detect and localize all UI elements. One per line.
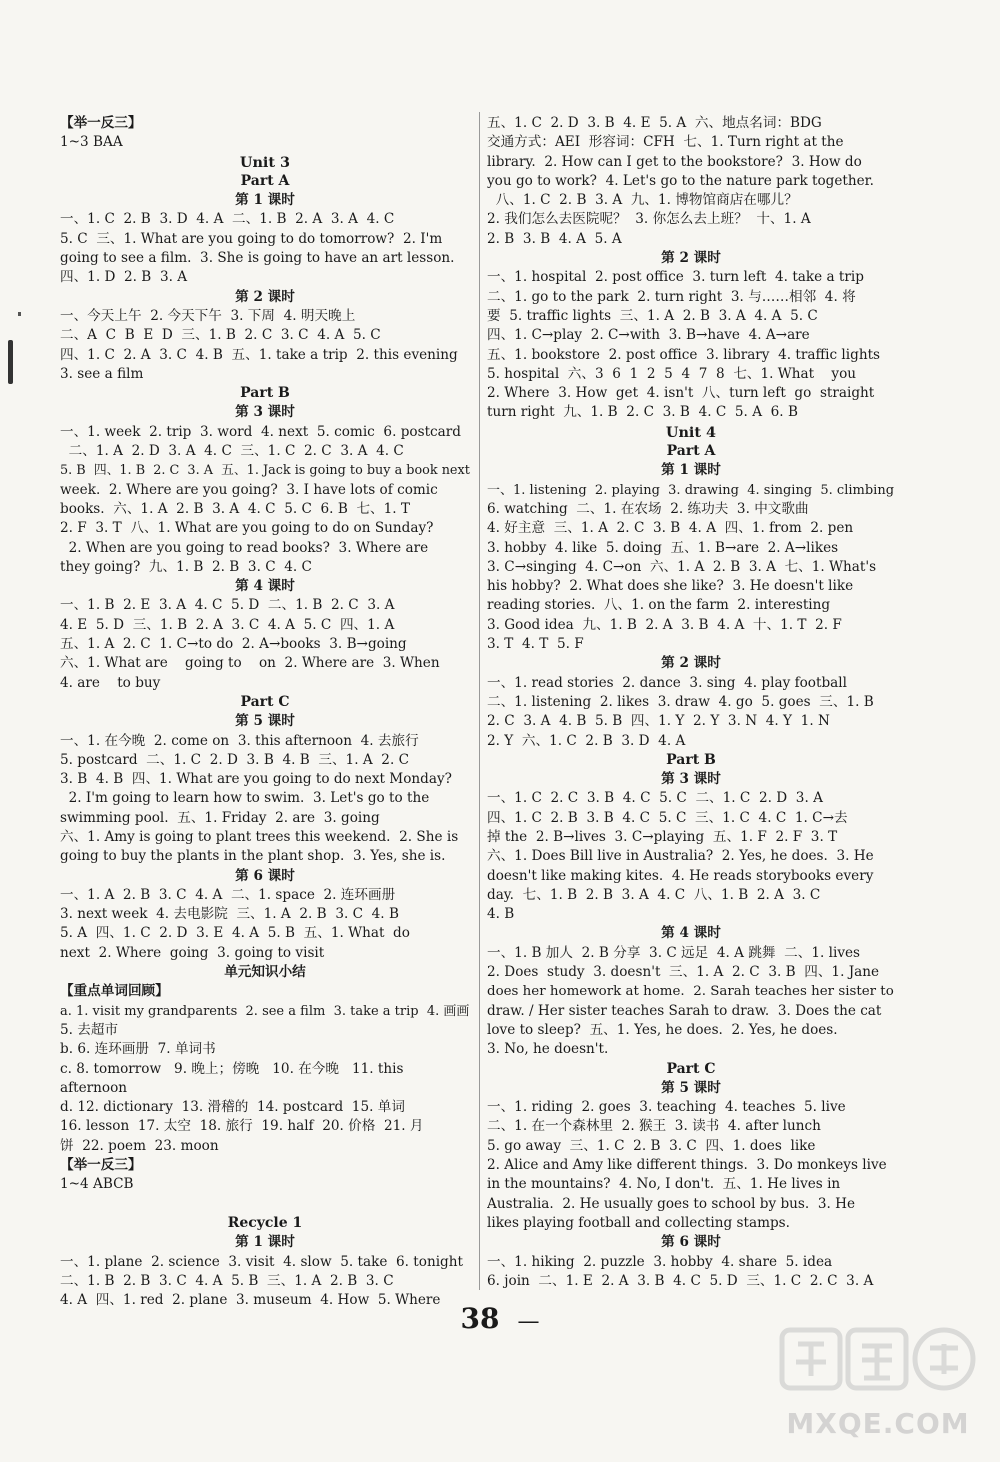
right-line: likes playing football and collecting stamps. <box>487 1214 790 1231</box>
right-heading: Part C <box>666 1060 716 1077</box>
right-heading: 第 3 课时 <box>661 771 721 788</box>
right-heading: 第 5 课时 <box>661 1079 721 1096</box>
scan-mark <box>18 312 21 316</box>
left-heading: 第 1 课时 <box>235 192 295 209</box>
right-line: 3. Good idea 九、1. B 2. A 3. B 4. A 十、1. T 2. F <box>487 616 842 633</box>
left-line: 1~4 ABCB <box>60 1176 134 1193</box>
right-line: 五、1. bookstore 2. post office 3. library 4. traffic lights <box>487 346 881 363</box>
right-heading: 第 6 课时 <box>661 1234 721 1251</box>
right-line: 八、1. C 2. B 3. A 九、1. 博物馆商店在哪儿？ <box>487 192 798 209</box>
left-line: they going? 九、1. B 2. B 3. C 4. C <box>60 558 312 575</box>
left-line: 一、1. B 2. E 3. A 4. C 5. D 二、1. B 2. C 3. A <box>60 597 395 614</box>
right-line: 3. No, he doesn't. <box>487 1041 609 1058</box>
right-line: does her homework at home. 2. Sarah teaches her sister to <box>487 984 894 1000</box>
right-line: reading stories. 八、1. on the farm 2. interesting <box>487 597 831 614</box>
left-line: afternoon <box>60 1079 128 1096</box>
right-line: 四、1. C→play 2. C→with 3. B→have 4. A→are <box>487 327 810 344</box>
right-line: 一、1. hospital 2. post office 3. turn left 4. take a trip <box>487 269 864 286</box>
left-line: week. 2. Where are you going? 3. I have lots of comic <box>60 481 438 498</box>
left-line: 二、A C B E D 三、1. B 2. C 3. C 4. A 5. C <box>60 327 381 344</box>
right-line: you go to work? 4. Let's go to the nature park together. <box>487 172 875 189</box>
right-line: 一、1. B 加人 2. B 分享 3. C 远足 4. A 跳舞 二、1. lives <box>487 944 861 961</box>
right-line: library. 2. How can I get to the bookstore? 3. How do <box>487 153 862 170</box>
right-line: 交通方式：AEI 形容词：CFH 七、1. Turn right at the <box>487 134 844 151</box>
right-line: 四、1. C 2. B 3. B 4. C 5. C 三、1. C 4. C 1. C→去 <box>487 809 848 826</box>
right-line: 3. C→singing 4. C→on 六、1. A 2. B 3. A 七、1. What's <box>487 558 877 575</box>
left-line: going to buy the plants in the plant shop. 3. Yes, she is. <box>60 848 446 865</box>
left-line: d. 12. dictionary 13. 滑稽的 14. postcard 15. 单词 <box>60 1099 405 1116</box>
watermark-text: MXQE.COM <box>786 1407 970 1440</box>
right-line: 3. T 4. T 5. F <box>487 636 584 653</box>
left-line: 3. see a film <box>60 365 144 382</box>
right-line: 4. 好主意 三、1. A 2. C 3. B 4. A 四、1. from 2. pen <box>487 520 854 537</box>
left-column <box>60 114 470 1310</box>
column-divider <box>479 112 480 1290</box>
left-heading: 第 1 课时 <box>235 1234 295 1251</box>
right-line: 二、1. 在一个森林里 2. 猴王 3. 读书 4. after lunch <box>487 1118 821 1135</box>
left-line: 一、1. week 2. trip 3. word 4. next 5. comic 6. postcard <box>60 423 461 440</box>
right-line: 2. 我们怎么去医院呢？ 3. 你怎么去上班？ 十、1. A <box>487 211 811 228</box>
left-line: 1~3 BAA <box>60 134 123 151</box>
left-heading: 第 5 课时 <box>235 713 295 730</box>
right-line: 要 5. traffic lights 三、1. A 2. B 3. A 4. A 5. C <box>487 307 818 324</box>
left-line: 5. C 三、1. What are you going to do tomorrow? 2. I'm <box>60 230 443 247</box>
left-line: 5. A 四、1. C 2. D 3. E 4. A 5. B 五、1. What do <box>60 925 410 942</box>
right-line: turn right 九、1. B 2. C 3. B 4. C 5. A 6. B <box>487 404 798 421</box>
left-line: books. 六、1. A 2. B 3. A 4. C 5. C 6. B 七、1. T <box>60 500 410 517</box>
right-line: his hobby? 2. What does she like? 3. He doesn't like <box>487 578 854 595</box>
left-heading: Unit 3 <box>239 153 291 171</box>
left-heading: 第 3 课时 <box>235 404 295 421</box>
right-heading: 第 2 课时 <box>661 250 721 267</box>
right-line: day. 七、1. B 2. B 3. A 4. C 八、1. B 2. A 3. C <box>487 886 821 903</box>
right-line: 6. join 二、1. E 2. A 3. B 4. C 5. D 三、1. C 2. C 3. A <box>487 1272 874 1289</box>
right-line: doesn't like making kites. 4. He reads storybooks every <box>487 867 874 884</box>
left-line: 5. 去超市 <box>60 1021 119 1038</box>
right-heading: Part A <box>666 443 716 460</box>
left-line: 一、1. 在今晚 2. come on 3. this afternoon 4. 去旅行 <box>60 732 419 749</box>
answer-logo-icon <box>778 1322 978 1412</box>
left-heading: Part A <box>240 172 290 189</box>
right-heading: Unit 4 <box>665 423 717 441</box>
left-line: 5. postcard 二、1. C 2. D 3. B 4. B 三、1. A 2. C <box>60 751 410 768</box>
watermark <box>778 1322 978 1440</box>
right-line: 5. hospital 六、3 6 1 2 5 4 7 8 七、1. What you <box>487 365 857 382</box>
left-heading: Part B <box>240 385 290 402</box>
left-line: 4. are to buy <box>60 674 161 691</box>
right-line: 4. B <box>487 906 515 923</box>
right-line: 六、1. Does Bill live in Australia? 2. Yes, he does. 3. He <box>487 848 874 865</box>
left-line: 六、1. What are going to on 2. Where are 3. When <box>60 655 440 672</box>
left-line: 五、1. A 2. C 1. C→to do 2. A→books 3. B→going <box>60 636 407 653</box>
left-line: 3. B 4. B 四、1. What are you going to do next Monday? <box>60 771 452 788</box>
left-heading: 第 2 课时 <box>235 288 295 305</box>
left-line: 3. next week 4. 去电影院 三、1. A 2. B 3. C 4. B <box>60 906 399 923</box>
left-line: 2. I'm going to learn how to swim. 3. Let's go to the <box>60 790 430 807</box>
footer-dash: — <box>517 1309 540 1334</box>
right-line: 2. B 3. B 4. A 5. A <box>487 230 622 247</box>
left-line: 一、1. plane 2. science 3. visit 4. slow 5. take 6. tonight <box>60 1253 463 1270</box>
left-section-label: 【重点单词回顾】 <box>60 983 169 1000</box>
left-line: 饼 22. poem 23. moon <box>60 1137 219 1154</box>
left-line: 四、1. D 2. B 3. A <box>60 269 188 286</box>
left-line: a. 1. visit my grandparents 2. see a film 3. take a trip 4. 画画 <box>60 1003 470 1019</box>
left-heading: 第 4 课时 <box>235 578 295 595</box>
right-line: 五、1. C 2. D 3. B 4. E 5. A 六、地点名词：BDG <box>487 115 822 131</box>
right-line: in the mountains? 4. No, I don't. 五、1. He lives in <box>487 1176 841 1193</box>
right-line: love to sleep? 五、1. Yes, he does. 2. Yes, he does. <box>487 1021 838 1038</box>
right-line: 一、1. hiking 2. puzzle 3. hobby 4. share 5. idea <box>487 1253 833 1270</box>
right-line: 2. Y 六、1. C 2. B 3. D 4. A <box>487 732 686 749</box>
right-line: Australia. 2. He usually goes to school by bus. 3. He <box>487 1195 856 1212</box>
right-line: 一、1. C 2. C 3. B 4. C 5. C 二、1. C 2. D 3. A <box>487 790 823 807</box>
left-line: 5. B 四、1. B 2. C 3. A 五、1. Jack is going to buy a book next <box>60 463 470 479</box>
right-line: draw. / Her sister teaches Sarah to draw. 3. Does the cat <box>487 1002 882 1019</box>
left-line: 一、1. A 2. B 3. C 4. A 二、1. space 2. 连环画册 <box>60 886 396 903</box>
right-line: 2. Where 3. How get 4. isn't 八、turn left go straight <box>487 385 875 402</box>
right-column <box>487 114 895 1291</box>
left-heading: Recycle 1 <box>227 1214 303 1231</box>
right-line: 二、1. go to the park 2. turn right 3. 与……相邻 4. 将 <box>487 288 856 305</box>
left-heading: 单元知识小结 <box>224 964 306 981</box>
left-section-label: 【举一反三】 <box>60 1157 142 1174</box>
right-line: 6. watching 二、1. 在农场 2. 练功夫 3. 中文歌曲 <box>487 500 809 517</box>
left-line: swimming pool. 五、1. Friday 2. are 3. going <box>60 809 380 826</box>
left-line: 四、1. C 2. A 3. C 4. B 五、1. take a trip 2. this evening <box>60 346 458 363</box>
right-line: 2. Alice and Amy like different things. 3. Do monkeys live <box>487 1157 887 1174</box>
left-line: b. 6. 连环画册 7. 单词书 <box>60 1041 216 1058</box>
left-line: going to see a film. 3. She is going to have an art lesson. <box>60 250 455 267</box>
left-line: 一、1. C 2. B 3. D 4. A 二、1. B 2. A 3. A 4. C <box>60 211 395 228</box>
left-line: next 2. Where going 3. going to visit <box>60 944 325 961</box>
right-line: 2. Does study 3. doesn't 三、1. A 2. C 3. B 四、1. Jane <box>487 964 880 981</box>
left-line: c. 8. tomorrow 9. 晚上；傍晚 10. 在今晚 11. this <box>60 1060 404 1077</box>
left-heading: 第 6 课时 <box>235 867 295 884</box>
right-line: 3. hobby 4. like 5. doing 五、1. B→are 2. A→likes <box>487 539 839 556</box>
left-line: 2. F 3. T 八、1. What are you going to do on Sunday? <box>60 520 434 537</box>
left-line: 2. When are you going to read books? 3. Where are <box>60 539 429 556</box>
right-line: 2. C 3. A 4. B 5. B 四、1. Y 2. Y 3. N 4. Y 1. N <box>487 713 830 730</box>
left-line: 二、1. A 2. D 3. A 4. C 三、1. C 2. C 3. A 4. C <box>60 443 404 460</box>
right-line: 掉 the 2. B→lives 3. C→playing 五、1. F 2. F 3. T <box>487 828 838 845</box>
right-heading: 第 2 课时 <box>661 655 721 672</box>
left-line: 4. E 5. D 三、1. B 2. A 3. C 4. A 5. C 四、1. A <box>60 616 395 633</box>
right-line: 二、1. listening 2. likes 3. draw 4. go 5. goes 三、1. B <box>487 693 874 710</box>
right-line: 一、1. listening 2. playing 3. drawing 4. singing 5. climbing <box>487 482 895 498</box>
left-line: 一、今天上午 2. 今天下午 3. 下周 4. 明天晚上 <box>60 307 356 324</box>
right-heading: 第 1 课时 <box>661 462 721 479</box>
left-spacer <box>60 1195 470 1214</box>
right-line: 一、1. read stories 2. dance 3. sing 4. play football <box>487 674 847 691</box>
left-line: 六、1. Amy is going to plant trees this weekend. 2. She is <box>60 828 459 845</box>
right-line: 5. go away 三、1. C 2. B 3. C 四、1. does like <box>487 1137 816 1154</box>
left-line: 16. lesson 17. 太空 18. 旅行 19. half 20. 价格 21. 月 <box>60 1118 424 1135</box>
left-line: 二、1. B 2. B 3. C 4. A 5. B 三、1. A 2. B 3. C <box>60 1272 394 1289</box>
page-number: 38 <box>460 1302 500 1335</box>
scan-mark <box>8 340 13 384</box>
left-line: 4. A 四、1. red 2. plane 3. museum 4. How 5. Where <box>60 1292 441 1309</box>
left-heading: Part C <box>240 693 290 710</box>
left-section-label: 【举一反三】 <box>60 115 142 131</box>
right-heading: 第 4 课时 <box>661 925 721 942</box>
right-line: 一、1. riding 2. goes 3. teaching 4. teaches 5. live <box>487 1099 846 1116</box>
right-heading: Part B <box>666 751 716 768</box>
